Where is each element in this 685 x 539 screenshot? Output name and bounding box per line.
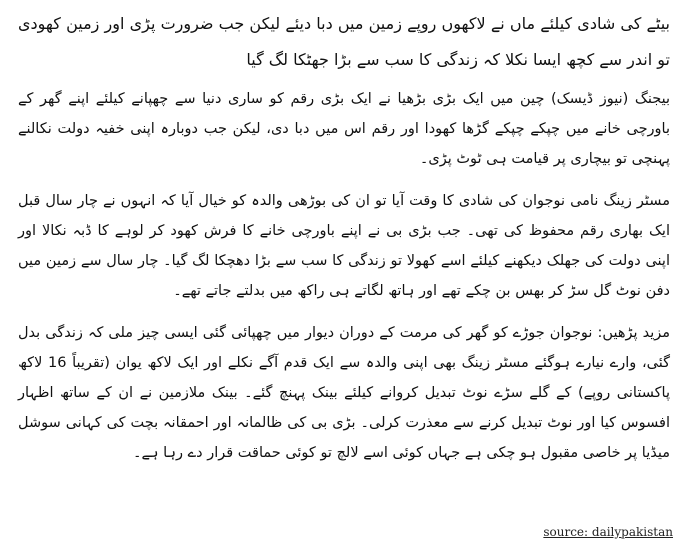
article-paragraph: مسٹر زینگ نامی نوجوان کی شادی کا وقت آیا تو ان کی بوڑھی والدہ کو خیال آیا کہ انہوں نے چار سال قبل ایک بھاری رقم محفوظ کی تھی۔ جب بڑی بی نے اپنے باورچی خانے کا فرش کھود کر لوہے کا ڈبہ نکالا اور اپنی دولت کی جھلک دیکھنے کیلئے اسے کھولا تو زندگی کا سب سے بڑا دھچکا لگ گیا۔ چار سال سے زمین میں دفن نوٹ گل سڑ کر بھس بن چکے تھے اور ہاتھ لگاتے ہی راکھ میں بدلتے جاتے تھے۔	[18, 193, 670, 299]
source-credit: source: dailypakistan	[543, 525, 673, 539]
article-paragraph: بیجنگ (نیوز ڈیسک) چین میں ایک بڑی بڑھیا نے ایک بڑی رقم کو ساری دنیا سے چھپانے کیلئے اپنے گھر کے باورچی خانے میں چپکے چپکے گڑھا کھودا اور رقم اس میں دبا دی، لیکن جب دوبارہ اپنی خفیہ دولت نکالنے پہنچی تو بیچاری پر قیامت ہی ٹوٹ پڑی۔	[18, 91, 670, 167]
article-paragraph: مزید پڑھیں: نوجوان جوڑے کو گھر کی مرمت کے دوران دیوار میں چھپائی گئی ایسی چیز ملی کہ زندگی بدل گئی، وارے نیارے ہوگئے مسٹر زینگ بھی اپنی والدہ سے ایک قدم آگے نکلے اور ایک لاکھ یوان (تقریباً 16 لاکھ پاکستانی روپے) کے گلے سڑے نوٹ تبدیل کروانے کیلئے بینک پہنچ گئے۔ بینک ملازمین نے ان کے ساتھ اظہار افسوس کیا اور نوٹ تبدیل کرنے سے معذرت کرلی۔ بڑی بی کی ظالمانہ اور احمقانہ بچت کی کہانی سوشل میڈیا پر خاصی مقبول ہو چکی ہے جہاں کوئی اسے لالچ تو کوئی حماقت قرار دے رہا ہے۔	[18, 325, 670, 461]
article-headline: بیٹے کی شادی کیلئے ماں نے لاکھوں روپے زمین میں دبا دیئے لیکن جب ضرورت پڑی اور زمین کھودی تو اندر سے کچھ ایسا نکلا کہ زندگی کا سب سے بڑا جھٹکا لگ گیا	[18, 14, 670, 69]
article-body	[18, 6, 670, 474]
